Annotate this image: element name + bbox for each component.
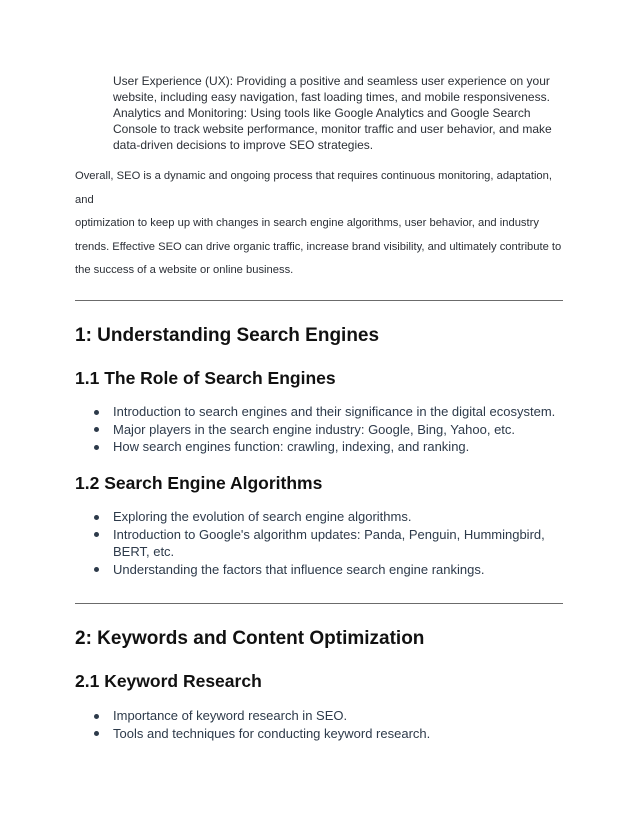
intro-indented-items — [113, 73, 563, 153]
bullet-icon — [94, 714, 99, 719]
horizontal-divider — [75, 300, 563, 301]
overall-line: trends. Effective SEO can drive organic traffic, increase brand visibility, and ultimately contribute to — [75, 240, 562, 253]
horizontal-divider — [75, 603, 563, 604]
subsection-heading: 1.1 The Role of Search Engines — [75, 368, 336, 388]
overall-paragraph — [75, 165, 565, 283]
intro-item-analytics: Analytics and Monitoring: Using tools like Google Analytics and Google Search Console to track website performance, monitor traffic and user behavior, and make data-driven decisions to improve SEO strategies. — [113, 106, 552, 152]
bullet-icon — [94, 532, 99, 537]
list-item: Exploring the evolution of search engine algorithms. — [75, 508, 565, 526]
overall-line: the success of a website or online business. — [75, 264, 294, 276]
subsection-heading: 1.2 Search Engine Algorithms — [75, 473, 323, 493]
list-item: How search engines function: crawling, indexing, and ranking. — [75, 438, 565, 456]
bullet-list — [75, 707, 565, 742]
bullet-icon — [94, 410, 99, 415]
section-heading: 2: Keywords and Content Optimization — [75, 628, 425, 649]
bullet-icon — [94, 731, 99, 736]
list-item: Introduction to search engines and their significance in the digital ecosystem. — [75, 403, 565, 421]
list-item: Importance of keyword research in SEO. — [75, 707, 565, 725]
list-item: Understanding the factors that influence search engine rankings. — [75, 561, 565, 579]
list-item: Introduction to Google's algorithm updates: Panda, Penguin, Hummingbird, BERT, etc. — [75, 526, 565, 561]
bullet-icon — [94, 445, 99, 450]
subsection-heading: 2.1 Keyword Research — [75, 671, 262, 691]
bullet-icon — [94, 427, 99, 432]
section-heading: 1: Understanding Search Engines — [75, 325, 380, 346]
bullet-icon — [94, 515, 99, 520]
list-item: Tools and techniques for conducting keyword research. — [75, 725, 565, 743]
list-item: Major players in the search engine industry: Google, Bing, Yahoo, etc. — [75, 421, 565, 439]
bullet-icon — [94, 567, 99, 572]
overall-line: Overall, SEO is a dynamic and ongoing process that requires continuous monitoring, adaptation, and — [75, 170, 552, 206]
overall-line: optimization to keep up with changes in search engine algorithms, user behavior, and industry — [75, 217, 539, 229]
bullet-list — [75, 508, 565, 578]
bullet-list — [75, 403, 565, 456]
intro-item-ux: User Experience (UX): Providing a positive and seamless user experience on your website, including easy navigation, fast loading times, and mobile responsiveness. — [113, 74, 550, 104]
